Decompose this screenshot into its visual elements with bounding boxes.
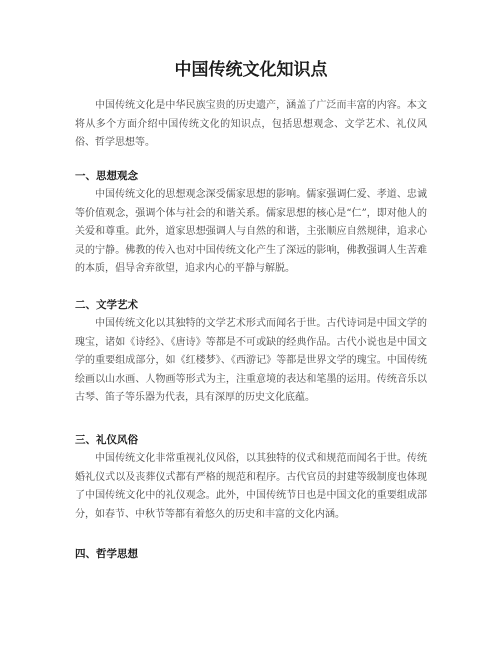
section-heading-literature-art: 二、文学艺术	[75, 299, 138, 311]
section-body-literature-art: 中国传统文化以其独特的文学艺术形式而闻名于世。古代诗词是中国文学的瑰宝，诸如《诗经》、《唐诗》等都是不可或缺的经典作品。古代小说也是中国文学的重要组成部分，如《红楼梦》、《西游记》等都是世界文学的瑰宝。中国传统绘画以山水画、人物画等形式为主，注重意境的表达和笔墨的运用。传统音乐以古琴、笛子等乐器为代表，具有深厚的历史文化底蕴。	[75, 318, 427, 403]
section-body-thought: 中国传统文化的思想观念深受儒家思想的影响。儒家强调仁爱、孝道、忠诚等价值观念，强调个体与社会的和谐关系。儒家思想的核心是“仁”，即对他人的关爱和尊重。此外，道家思想强调人与自然的和谐，主张顺应自然规律，追求心灵的宁静。佛教的传入也对中国传统文化产生了深远的影响，佛教强调人生苦难的本质，倡导舍弃欲望，追求内心的平静与解脱。	[75, 189, 427, 274]
section-body-etiquette: 中国传统文化非常重视礼仪风俗，以其独特的仪式和规范而闻名于世。传统婚礼仪式以及丧葬仪式都有严格的规范和程序。古代官员的封建等级制度也体现了中国传统文化中的礼仪观念。此外，中国传统节日也是中国文化的重要组成部分，如春节、中秋节等都有着悠久的历史和丰富的文化内涵。	[75, 453, 427, 520]
section-heading-etiquette: 三、礼仪风俗	[75, 434, 138, 446]
section-heading-thought: 一、思想观念	[75, 170, 138, 182]
document-title: 中国传统文化知识点	[174, 60, 328, 80]
intro-paragraph: 中国传统文化是中华民族宝贵的历史遗产，涵盖了广泛而丰富的内容。本文将从多个方面介绍中国传统文化的知识点，包括思想观念、文学艺术、礼仪风俗、哲学思想等。	[75, 100, 427, 148]
section-heading-philosophy: 四、哲学思想	[75, 548, 138, 560]
